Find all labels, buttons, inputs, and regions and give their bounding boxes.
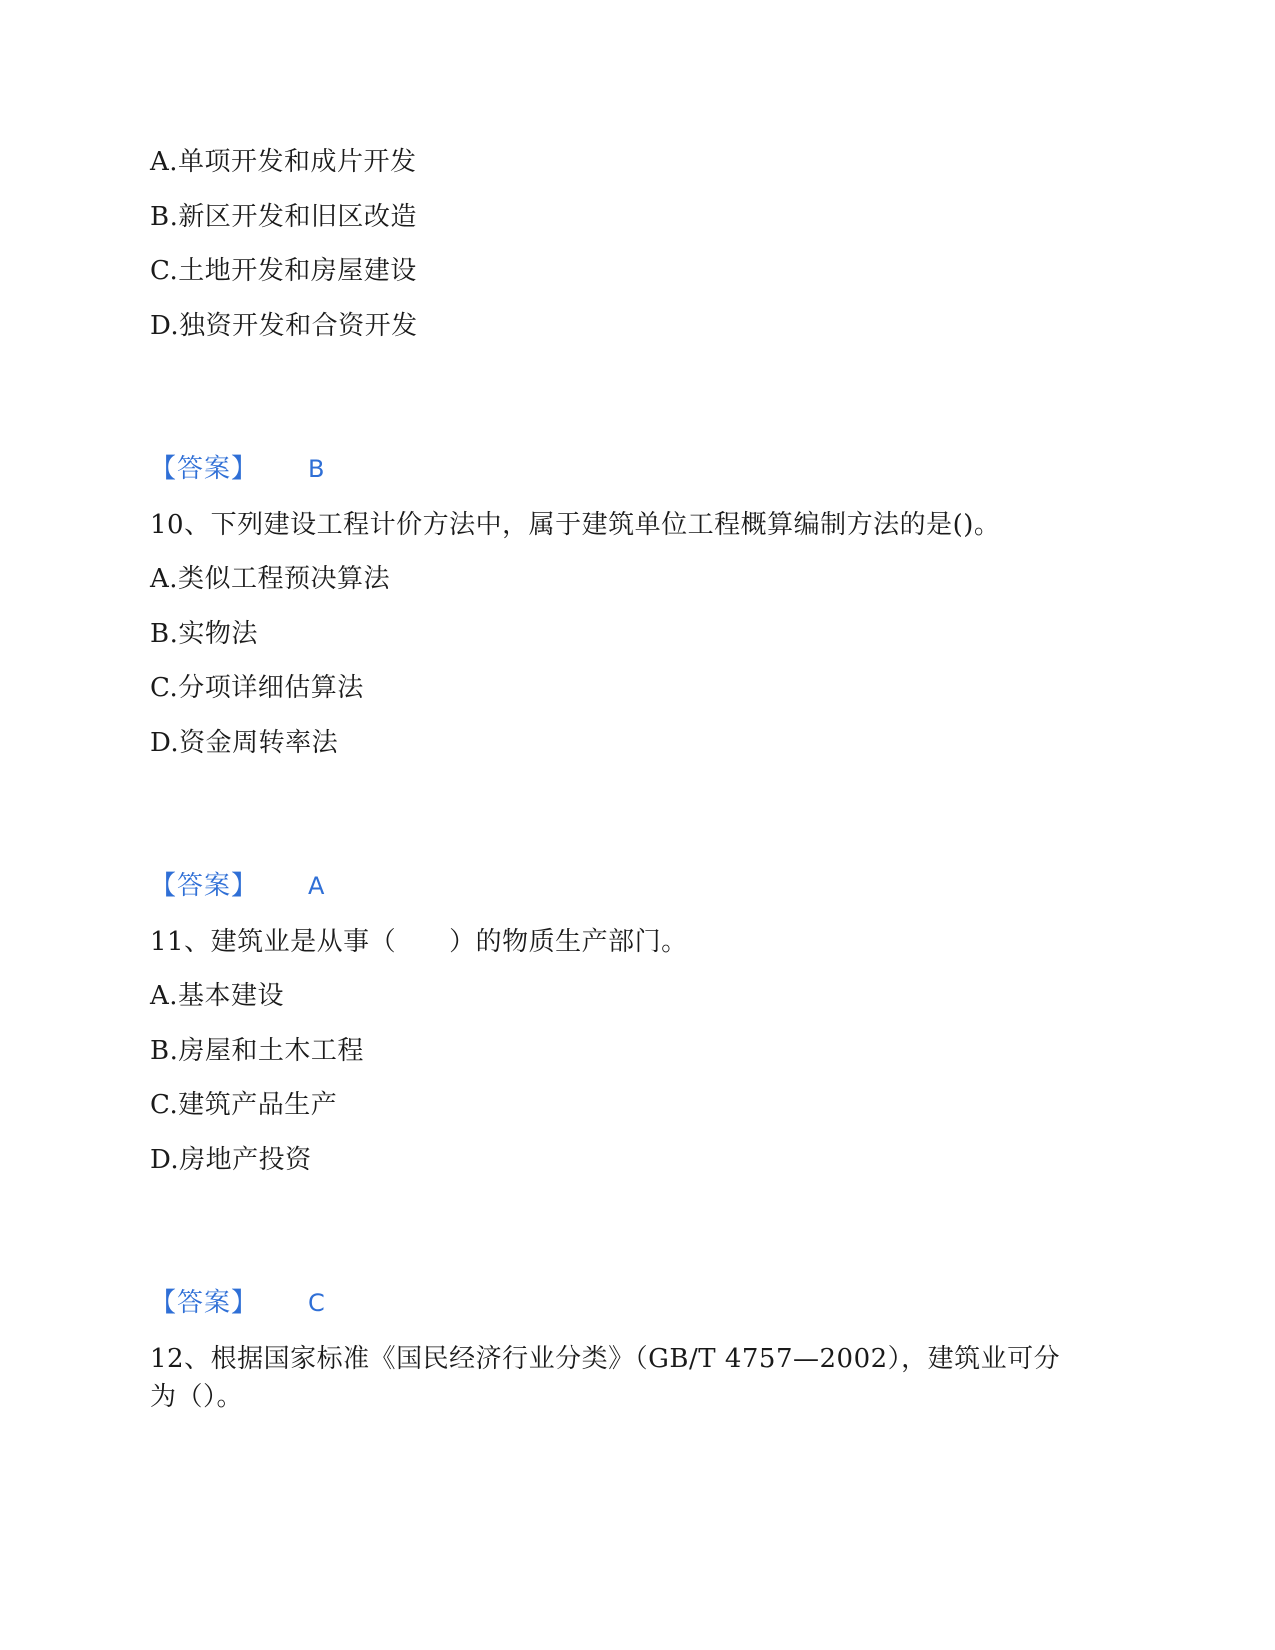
answer-label: 【答案】 (150, 1288, 259, 1318)
q11-answer (150, 1286, 325, 1320)
q9-option-a: A.单项开发和成片开发 (150, 147, 417, 177)
q10-option-d: D.资金周转率法 (150, 728, 339, 758)
q10-option-b: B.实物法 (150, 619, 258, 649)
q12-question-line1: 12、根据国家标准《国民经济行业分类》（GB/T 4757—2002），建筑业可分 (150, 1344, 1061, 1374)
q9-option-d: D.独资开发和合资开发 (150, 311, 418, 341)
q11-option-d: D.房地产投资 (150, 1145, 312, 1175)
q9-option-b: B.新区开发和旧区改造 (150, 202, 417, 232)
q11-question: 11、建筑业是从事（ ）的物质生产部门。 (150, 927, 688, 957)
q12-question-line2: 为（）。 (150, 1382, 244, 1412)
answer-label: 【答案】 (150, 871, 259, 901)
q10-option-a: A.类似工程预决算法 (150, 564, 391, 594)
q10-option-c: C.分项详细估算法 (150, 673, 364, 703)
q9-answer (150, 452, 324, 486)
answer-value: C (308, 1289, 325, 1317)
q11-option-c: C.建筑产品生产 (150, 1090, 338, 1120)
answer-label: 【答案】 (150, 454, 259, 484)
answer-value: A (308, 872, 325, 900)
q11-option-a: A.基本建设 (150, 981, 285, 1011)
q10-question: 10、下列建设工程计价方法中，属于建筑单位工程概算编制方法的是()。 (150, 510, 1001, 540)
q9-option-c: C.土地开发和房屋建设 (150, 256, 417, 286)
q11-option-b: B.房屋和土木工程 (150, 1036, 364, 1066)
answer-value: B (308, 455, 325, 483)
q10-answer (150, 869, 324, 903)
